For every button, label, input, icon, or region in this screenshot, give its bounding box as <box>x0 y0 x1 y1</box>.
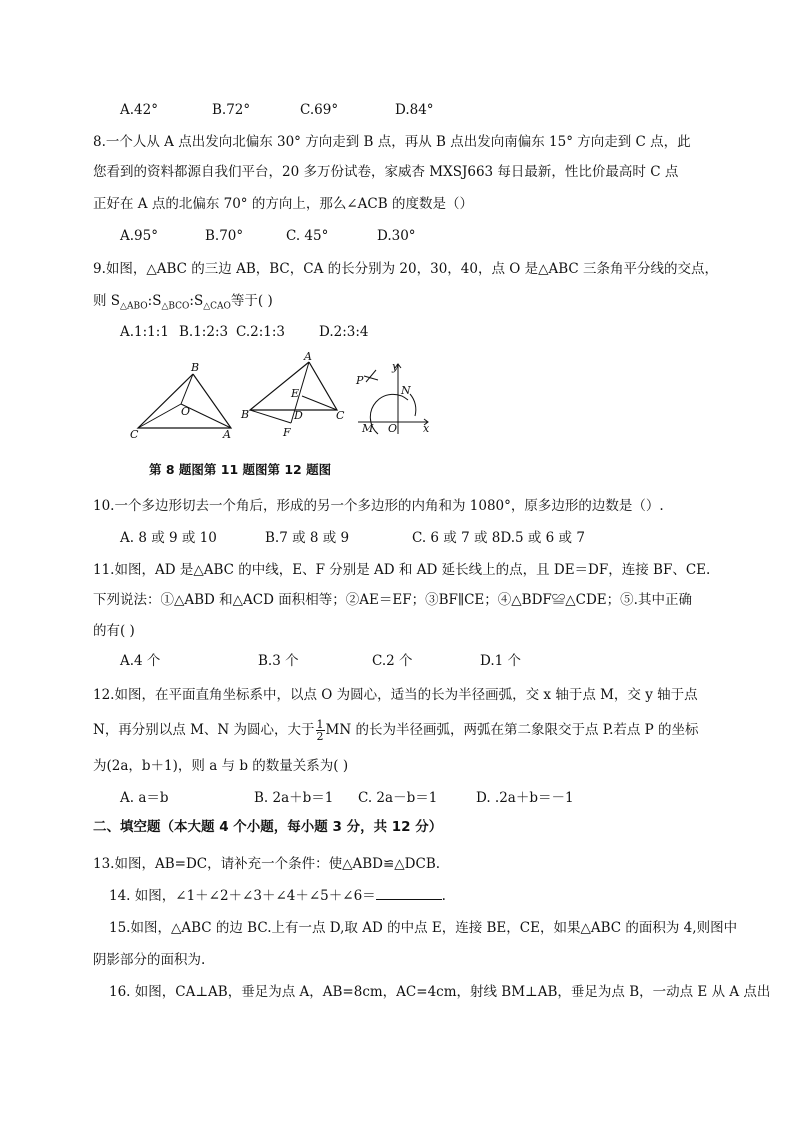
fig8-label-o: O <box>181 405 191 418</box>
q10-option-cd: C. 6 或 7 或 8D.5 或 6 或 7 <box>412 530 585 546</box>
fig11-label-f: F <box>283 426 291 439</box>
q10-option-b: B.7 或 8 或 9 <box>265 530 350 546</box>
q12-option-b: B. 2a＋b＝1 <box>254 790 334 806</box>
figure-q8 <box>125 358 245 442</box>
q12-line-3: 为(2a，b＋1)，则 a 与 b 的数量关系为( ) <box>93 758 349 774</box>
q8-line-2: 您看到的资料都源自我们平台，20 多万份试卷，家威杏 MXSJ663 每日最新，性比价最高时 C 点 <box>93 164 679 180</box>
q11-option-c: C.2 个 <box>372 653 413 669</box>
q11-line-1: 11.如图，AD 是△ABC 的中线，E、F 分别是 AD 和 AD 延长线上的点，且 DE＝DF，连接 BF、CE. <box>93 562 711 578</box>
q7-option-a: A.42° <box>120 102 158 118</box>
figure-caption: 第 8 题图第 11 题图第 12 题图 <box>149 462 332 477</box>
q7-option-b: B.72° <box>212 102 251 118</box>
q8-line-3: 正好在 A 点的北偏东 70° 的方向上，那么∠ACB 的度数是（） <box>93 196 473 212</box>
fig11-label-c: C <box>336 409 345 422</box>
fig11-label-e: E <box>291 387 300 400</box>
fig8-label-a: A <box>223 428 231 441</box>
q11-option-d: D.1 个 <box>480 653 522 669</box>
q12-option-a: A. a＝b <box>120 790 169 806</box>
q15-line-2: 阴影部分的面积为. <box>93 952 206 968</box>
q11-line-2: 下列说法：①△ABD 和△ACD 面积相等；②AE＝EF；③BF∥CE；④△BDF≌△CDE；⑤.其中正确 <box>93 592 692 608</box>
fig12-label-y: y <box>392 360 399 373</box>
fig8-label-c: C <box>130 428 139 441</box>
q14-line: 14. 如图，∠1＋∠2＋∠3＋∠4＋∠5＋∠6＝ . <box>109 888 446 904</box>
q7-option-c: C.69° <box>300 102 339 118</box>
q9-line-2: 则 $S_{\triangle ABO}:S_{\triangle BCO}:S_{\triangle CAO}$等于( ) <box>93 293 273 312</box>
q10-line-1: 10.一个多边形切去一个角后，形成的另一个多边形的内角和为 1080°，原多边形的边数是（）. <box>93 498 664 514</box>
q12-line-1: 12.如图，在平面直角坐标系中，以点 O 为圆心，适当的长为半径画弧，交 x 轴于点 M，交 y 轴于点 <box>93 687 698 703</box>
figure-q11 <box>237 350 352 440</box>
q9-option-d: D.2:3:4 <box>319 324 369 340</box>
fig11-label-b: B <box>241 408 250 421</box>
q12-line-2: N，再分别以点 M、N 为圆心，大于 $\frac{1}{2}$ MN 的长为半径画弧，两弧在第二象限交于点 P.若点 P 的坐标 <box>93 718 699 743</box>
q11-line-3: 的有( ) <box>93 623 135 639</box>
fraction-half: $\frac{1}{2}$ <box>316 718 324 743</box>
fig12-label-m: M <box>362 422 374 435</box>
fig12-label-o: O <box>388 422 398 435</box>
q13-line: 13.如图，AB=DC，请补充一个条件：使△ABD≌△DCB. <box>93 856 441 872</box>
q8-option-c: C. 45° <box>286 228 329 244</box>
answer-blank <box>376 887 442 900</box>
fig12-label-n: N <box>401 384 411 397</box>
fig12-label-p: P <box>356 374 364 387</box>
fig11-label-a: A <box>304 350 312 363</box>
figure-q12 <box>352 356 437 436</box>
section-2-heading: 二、填空题（本大题 4 个小题，每小题 3 分，共 12 分） <box>93 819 443 835</box>
q12-option-c: C. 2a－b＝1 <box>358 790 438 806</box>
q7-option-d: D.84° <box>395 102 434 118</box>
q10-option-a: A. 8 或 9 或 10 <box>120 530 217 546</box>
q11-option-a: A.4 个 <box>120 653 161 669</box>
fig11-label-d: D <box>294 409 303 422</box>
q15-line-1: 15.如图，△ABC 的边 BC.上有一点 D,取 AD 的中点 E，连接 BE，CE，如果△ABC 的面积为 4,则图中 <box>109 920 738 936</box>
q11-option-b: B.3 个 <box>258 653 299 669</box>
q9-option-a: A.1:1:1 <box>120 324 169 340</box>
q8-option-d: D.30° <box>377 228 416 244</box>
q12-option-d: D. .2a＋b＝－1 <box>476 790 574 806</box>
q9-line-1: 9.如图，△ABC 的三边 AB，BC，CA 的长分别为 20，30，40，点 O 是△ABC 三条角平分线的交点， <box>93 261 719 277</box>
q8-option-b: B.70° <box>205 228 244 244</box>
q8-line-1: 8.一个人从 A 点出发向北偏东 30° 方向走到 B 点，再从 B 点出发向南偏东 15° 方向走到 C 点，此 <box>93 134 691 150</box>
q16-line-1: 16. 如图，CA⊥AB，垂足为点 A，AB=8cm，AC=4cm，射线 BM⊥AB，垂足为点 B，一动点 E 从 A 点出 <box>109 984 771 1000</box>
fig12-label-x: x <box>423 422 430 435</box>
q8-option-a: A.95° <box>120 228 158 244</box>
q9-option-c: C.2:1:3 <box>236 324 286 340</box>
fig8-label-b: B <box>191 361 200 374</box>
q9-option-b: B.1:2:3 <box>179 324 229 340</box>
